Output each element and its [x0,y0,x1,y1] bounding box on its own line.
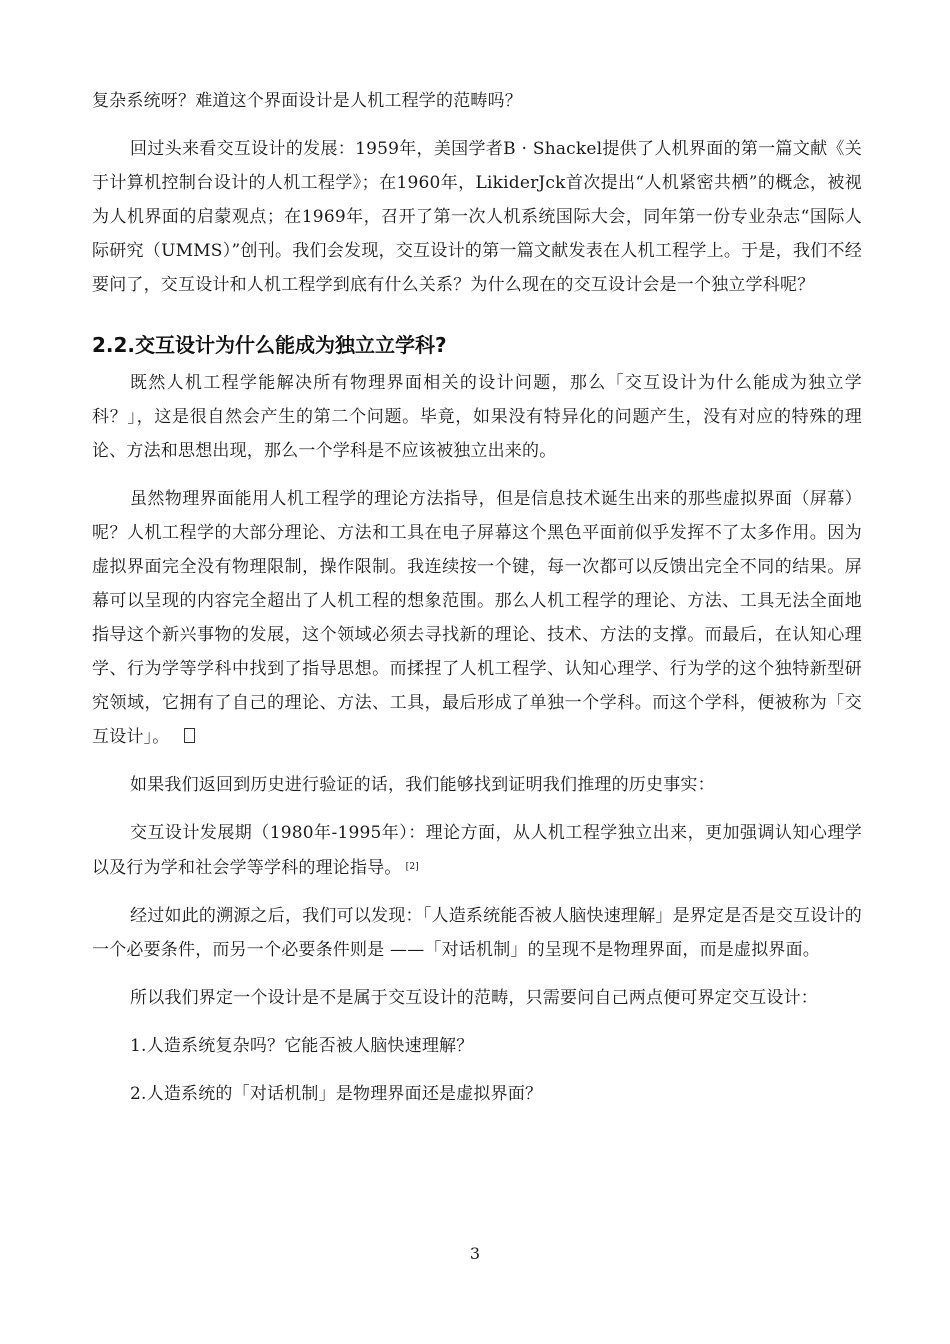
paragraph-history: 回过头来看交互设计的发展：1959年，美国学者B · Shackel提供了人机界面的第一篇文献《关于计算机控制台设计的人机工程学》；在1960年，LikiderJck首次提出“人机紧密共栖”的概念，被视为人机界面的启蒙观点；在1969年，召开了第一次人机系统国际大会，同年第一份专业杂志“国际人际研究（UMMS）”创刊。我们会发现，交互设计的第一篇文献发表在人机工程学上。于是，我们不经要问了，交互设计和人机工程学到底有什么关系？为什么现在的交互设计会是一个独立学科呢？ [92,139,862,295]
paragraph-virtual-interface [92,482,862,754]
list-item-2: 2.人造系统的「对话机制」是物理界面还是虚拟界面？ [130,1084,543,1104]
page-number: 3 [469,1244,481,1263]
citation-ref: [2] [405,862,419,872]
paragraph-history-verify: 如果我们返回到历史进行验证的话，我们能够找到证明我们推理的历史事实： [130,775,715,795]
section-heading: 2.2.交互设计为什么能成为独立立学科? [92,333,447,357]
paragraph-virtual-interface-text: 虽然物理界面能用人机工程学的理论方法指导，但是信息技术诞生出来的那些虚拟界面（屏幕）呢？人机工程学的大部分理论、方法和工具在电子屏幕这个黑色平面前似乎发挥不了太多作用。因为虚拟界面完全没有物理限制，操作限制。我连续按一个键，每一次都可以反馈出完全不同的结果。屏幕可以呈现的内容完全超出了人机工程的想象范围。那么人机工程学的理论、方法、工具无法全面地指导这个新兴事物的发展，这个领域必须去寻找新的理论、技术、方法的支撑。而最后，在认知心理学、行为学等学科中找到了指导思想。而揉捏了人机工程学、认知心理学、行为学的这个独特新型研究领域，它拥有了自己的理论、方法、工具，最后形成了单独一个学科。而这个学科，便被称为「交互设计」。 [92,489,862,747]
paragraph-development-period-text: 交互设计发展期（1980年-1995年）：理论方面，从人机工程学独立出来，更加强调认知心理学以及行为学和社会学等学科的理论指导。 [92,823,862,878]
paragraph-development-period [92,816,862,885]
page-content [92,84,862,1125]
paragraph-conclusion: 经过如此的溯源之后，我们可以发现：「人造系统能否被人脑快速理解」是界定是否是交互设计的一个必要条件，而另一个必要条件则是 ——「对话机制」的呈现不是物理界面，而是虚拟界面。 [92,906,862,960]
missing-glyph-icon [184,728,195,743]
paragraph-question: 既然人机工程学能解决所有物理界面相关的设计问题，那么「交互设计为什么能成为独立学科？」，这是很自然会产生的第二个问题。毕竟，如果没有特异化的问题产生，没有对应的特殊的理论、方法和思想出现，那么一个学科是不应该被独立出来的。 [92,373,862,461]
paragraph-criteria: 所以我们界定一个设计是不是属于交互设计的范畴，只需要问自己两点便可界定交互设计： [130,988,818,1008]
paragraph-continued: 复杂系统呀？难道这个界面设计是人机工程学的范畴吗？ [92,91,522,111]
list-item-1: 1.人造系统复杂吗？它能否被人脑快速理解？ [130,1036,474,1056]
